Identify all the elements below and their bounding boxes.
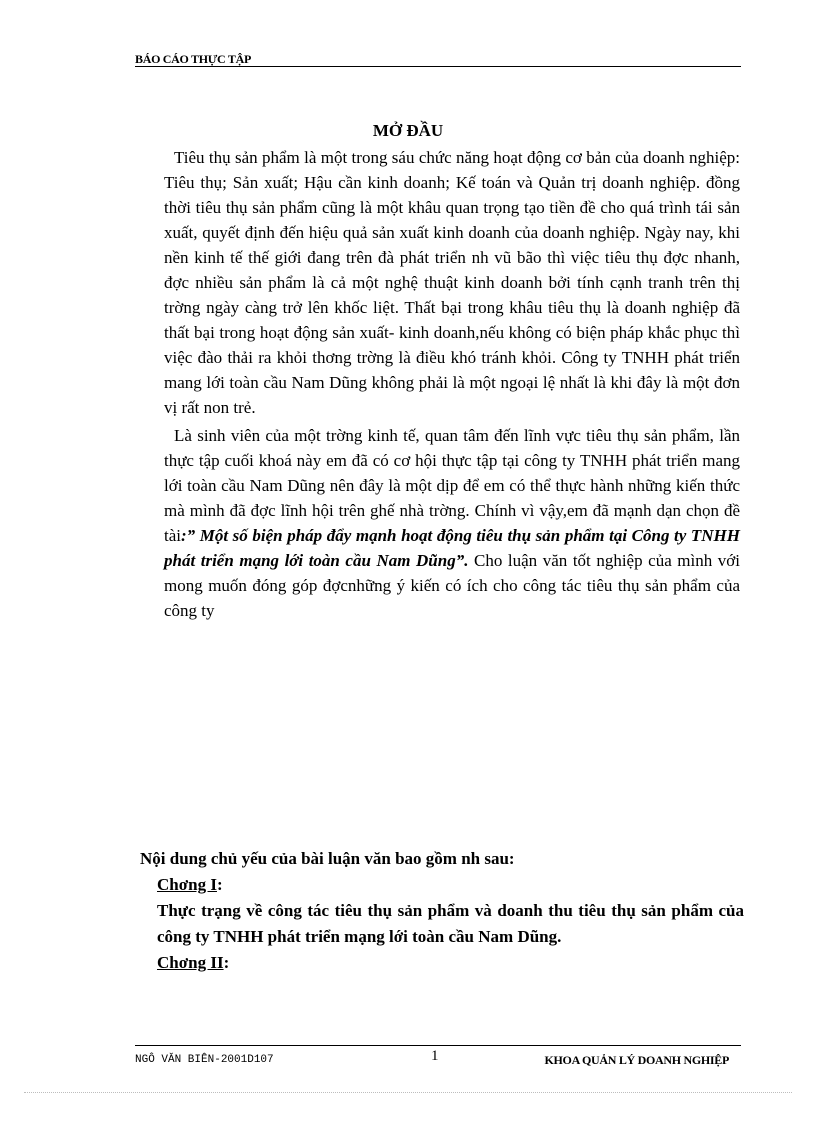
footer-author: NGÔ VĂN BIÊN-2001D107	[135, 1054, 274, 1066]
paragraph-topic-lead: Là sinh viên của một trờng kinh tế, quan tâm đến lĩnh vực tiêu thụ sản phẩm, lần thực tập cuối khoá này em đã có cơ hội thực tập tại công ty TNHH phát triển mang lới toàn cầu Nam Dũng nên đây là một dịp để em có thể thực hành những kiến thức mà mình đã đợc lĩnh hội trên ghế nhà trờng. Chính vì vậy,em đã mạnh dạn chọn đề tài	[164, 426, 740, 545]
chapter-1-colon: :	[216, 875, 223, 894]
footer-page-number: 1	[431, 1048, 439, 1064]
thesis-outline	[140, 846, 744, 976]
document-title: MỞ ĐẦU	[372, 121, 444, 140]
chapter-2-label: Chơng II	[157, 953, 224, 972]
thesis-topic-title: :” Một số biện pháp đẩy mạnh hoạt động tiêu thụ sản phẩm tại Công ty TNHH phát triển mạng lới toàn cầu Nam Dũng”.	[164, 526, 740, 570]
page-boundary	[24, 1092, 792, 1093]
chapter-1-heading	[157, 872, 744, 898]
chapter-2-heading	[157, 950, 744, 976]
chapter-1-label: Chơng I	[157, 875, 217, 894]
page-footer	[135, 1045, 741, 1072]
page-header	[135, 52, 741, 67]
document-body	[164, 145, 740, 623]
paragraph-intro: Tiêu thụ sản phẩm là một trong sáu chức năng hoạt động cơ bản của doanh nghiệp: Tiêu thụ; Sản xuất; Hậu cần kinh doanh; Kế toán và Quản trị doanh nghiệp. đồng thời tiêu thụ sản phẩm cũng là một khâu quan trọng tạo tiền đề cho quá trình tái sản xuất, quyết định đến hiệu quả sản xuất kinh doanh của doanh nghiệp. Ngày nay, khi nền kinh tế thế giới đang trên đà phát triển nh vũ bão thì việc tiêu thụ đợc nhanh, đợc nhiều sản phẩm là cả một nghệ thuật kinh doanh bởi tính cạnh tranh trên thị trờng ngày càng trở lên khốc liệt. Thất bại trong khâu tiêu thụ là doanh nghiệp đã thất bại trong hoạt động sản xuất- kinh doanh,nếu không có biện pháp khắc phục thì việc đào thải ra khỏi thơng trờng là điều khó tránh khỏi. Công ty TNHH phát triển mang lới toàn cầu Nam Dũng không phải là một ngoại lệ nhất là khi đây là một đơn vị rất non trẻ.	[164, 148, 740, 417]
header-title: BÁO CÁO THỰC TẬP	[135, 52, 251, 66]
footer-department: KHOA QUẢN LÝ DOANH NGHIỆP	[544, 1053, 729, 1067]
paragraph-topic-tail: Cho luận văn tốt nghiệp của mình với mong muốn đóng góp đợcnhững ý kiến có ích cho công tác tiêu thụ sản phẩm của công ty	[164, 551, 740, 620]
outline-intro: Nội dung chủ yếu của bài luận văn bao gồm nh sau:	[140, 849, 515, 868]
chapter-2-colon: :	[223, 953, 230, 972]
chapter-1-title: Thực trạng về công tác tiêu thụ sản phẩm và doanh thu tiêu thụ sản phẩm của công ty TNHH phát triển mạng lới toàn cầu Nam Dũng.	[157, 901, 744, 946]
paragraph-topic	[164, 423, 740, 623]
